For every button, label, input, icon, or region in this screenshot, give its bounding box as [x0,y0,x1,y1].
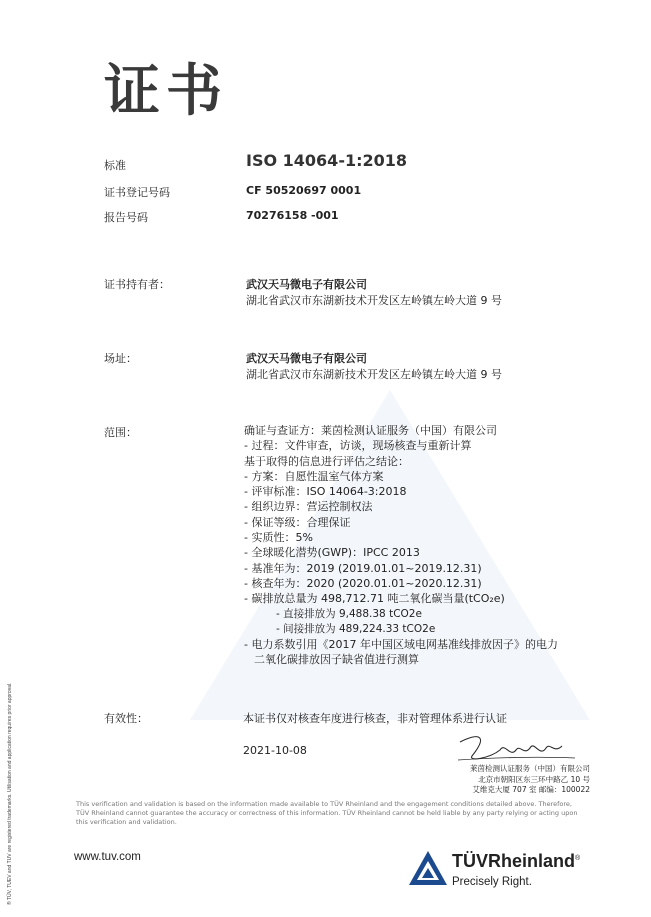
scope-line: - 电力系数引用《2017 年中国区域电网基准线排放因子》的电力 [244,638,558,652]
reg-number-label: 证书登记号码 [104,186,170,199]
scope-line: - 组织边界：营运控制权法 [244,500,373,514]
brand-registered-mark: ® [575,855,581,862]
scope-label: 范围： [104,426,137,439]
site-name: 武汉天马微电子有限公司 [246,352,367,365]
scope-line: 二氧化碳排放因子缺省值进行测算 [254,653,419,667]
holder-name: 武汉天马微电子有限公司 [246,278,367,291]
scope-line: 基于取得的信息进行评估之结论： [244,454,409,468]
standard-label: 标准 [104,159,126,172]
holder-label: 证书持有者： [104,278,170,291]
page-title: 证书 [104,59,228,124]
issue-date: 2021-10-08 [243,744,307,757]
signature-drawing [450,728,580,768]
scope-block [244,423,558,668]
scope-line: - 实质性：5% [244,531,313,545]
scope-line-indirect: - 间接排放为 489,224.33 tCO2e [276,622,436,635]
scope-line: - 碳排放总量为 498,712.71 吨二氧化碳当量(tCO₂e) [244,592,505,606]
site-label: 场址： [104,352,137,365]
report-number-label: 报告号码 [104,211,148,224]
holder-address: 湖北省武汉市东湖新技术开发区左岭镇左岭大道 9 号 [246,294,502,307]
signature [450,728,580,768]
scope-line: 确证与查证方：莱茵检测认证服务（中国）有限公司 [244,424,497,437]
direct-emissions: 直接排放为 9,488.38 tCO2e [283,607,422,620]
scope-line: - 全球暖化潜势(GWP)：IPCC 2013 [244,546,420,560]
sidebar-trademark-note: ® TÜV, TUEV and TUV are registered trademarks. Utilisation and application requires prior approval. [7,682,13,905]
scope-line-direct: - 直接排放为 9,488.38 tCO2e [276,607,422,620]
scope-line: - 评审标准：ISO 14064-3:2018 [244,485,407,499]
site-address: 湖北省武汉市东湖新技术开发区左岭镇左岭大道 9 号 [246,368,502,381]
reg-number-value: CF 50520697 0001 [246,184,362,197]
brand-name [452,851,580,872]
validity-text: 本证书仅对核查年度进行核查，非对管理体系进行认证 [243,712,507,725]
issuer-line: 北京市朝阳区东三环中路乙 10 号 [478,774,590,784]
scope-line: - 过程：文件审查，访谈，现场核查与重新计算 [244,439,472,453]
report-number-value: 70276158 -001 [246,209,339,222]
issuer-line: 艾维克大厦 707 室 邮编：100022 [472,785,590,794]
brand-slogan: Precisely Right. [452,876,532,888]
scope-line: - 核查年为：2020 (2020.01.01~2020.12.31) [244,576,482,590]
standard-value: ISO 14064-1:2018 [246,151,408,170]
brand-text: TÜVRheinland [452,851,576,871]
issuer-block [440,764,590,796]
indirect-emissions: 间接排放为 489,224.33 tCO2e [283,622,436,635]
issuer-line: 莱茵检测认证服务（中国）有限公司 [470,764,590,773]
disclaimer-text: This verification and validation is based on the information made available to TÜV Rheinland and the engagement conditions detailed above. Therefore, TÜV Rheinland cannot guarantee the accuracy or correctness of this information. TÜV Rheinland cannot be held liable by any party relying or acting upon this verification and validation. [76,800,578,826]
scope-line: - 保证等级：合理保证 [244,515,351,529]
validity-label: 有效性： [104,712,148,725]
website-link[interactable]: www.tuv.com [74,851,141,863]
scope-line: - 方案：自愿性温室气体方案 [244,469,384,483]
scope-line: - 基准年为：2019 (2019.01.01~2019.12.31) [244,561,482,575]
tuv-logo-triangle-icon [408,850,448,886]
